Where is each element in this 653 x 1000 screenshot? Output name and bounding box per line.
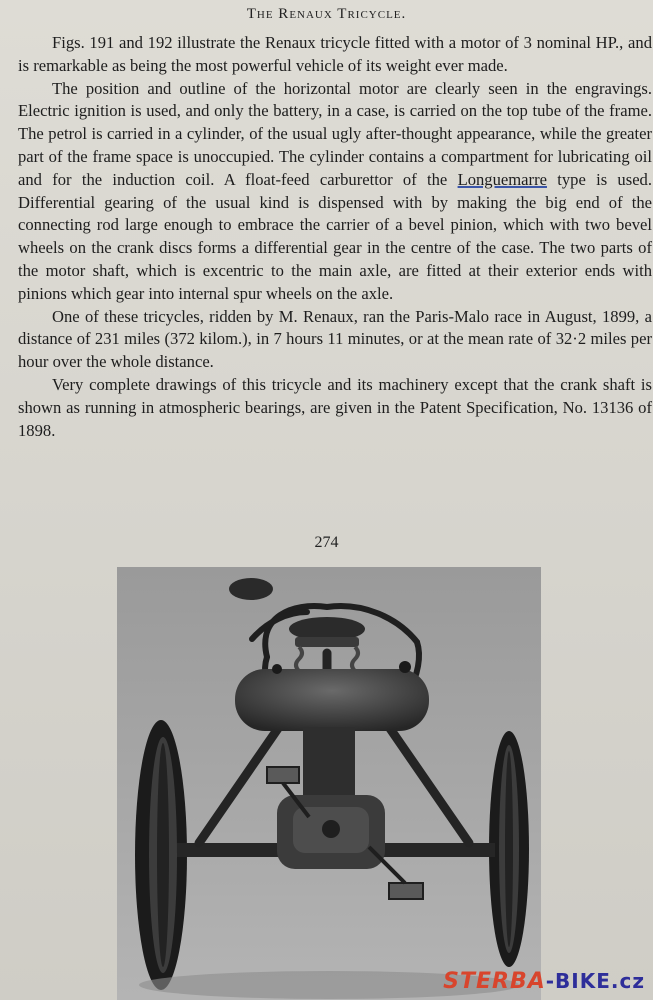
petrol-tank (235, 661, 429, 731)
watermark-part-b: -BIKE.cz (545, 969, 645, 993)
paragraph-2-tail: type is used. Differential gearing of the usual kind is dispensed with by making the big end of the connecting rod large enough to embrace the carrier of a bevel pinion, which with two bevel wheels on the crank discs forms a differential gear in the centre of the case. The two parts of the motor shaft, which is excentric to the main axle, are fitted at their exterior ends with pinions which gear into internal spur wheels on the axle. (18, 169, 652, 303)
page-number: 274 (314, 534, 339, 551)
paragraph-1: Figs. 191 and 192 illustrate the Renaux tricycle fitted with a motor of 3 nominal HP., and is remarkable as being the most powerful vehicle of its weight ever made. (18, 33, 652, 75)
running-head: The Renaux Tricycle. (246, 6, 407, 22)
pen-underlined-word: Longuemarre (457, 169, 547, 189)
paragraph-4: Very complete drawings of this tricycle and its machinery except that the crank shaft is shown as running in atmospheric bearings, are given in the Patent Specification, No. 13136 of 1898. (18, 374, 652, 440)
body-text (18, 32, 652, 442)
tricycle-illustration (117, 567, 541, 1000)
paragraph-2-head: The position and outline of the horizontal motor are clearly seen in the engravings. Electric ignition is used, and only the battery, in a case, is carried on the top tube of the frame. The petrol is carried in a cylinder, of the usual ugly after-thought appearance, while the greater part of the frame space is unoccupied. The cylinder contains a compartment for lubricating oil and for the induction coil. A float-feed carburettor of the (18, 78, 652, 189)
watermark-part-a: STERBA (443, 969, 546, 994)
paragraph-3: One of these tricycles, ridden by M. Renaux, ran the Paris-Malo race in August, 1899, a distance of 231 miles (372 kilom.), in 7 hours 11 minutes, or at the mean rate of 32·2 miles per hour over the whole distance. (18, 306, 652, 372)
horn-bulb (229, 578, 273, 600)
tricycle-photograph (117, 567, 541, 1000)
paragraph-2 (18, 78, 652, 306)
site-watermark (443, 969, 645, 994)
